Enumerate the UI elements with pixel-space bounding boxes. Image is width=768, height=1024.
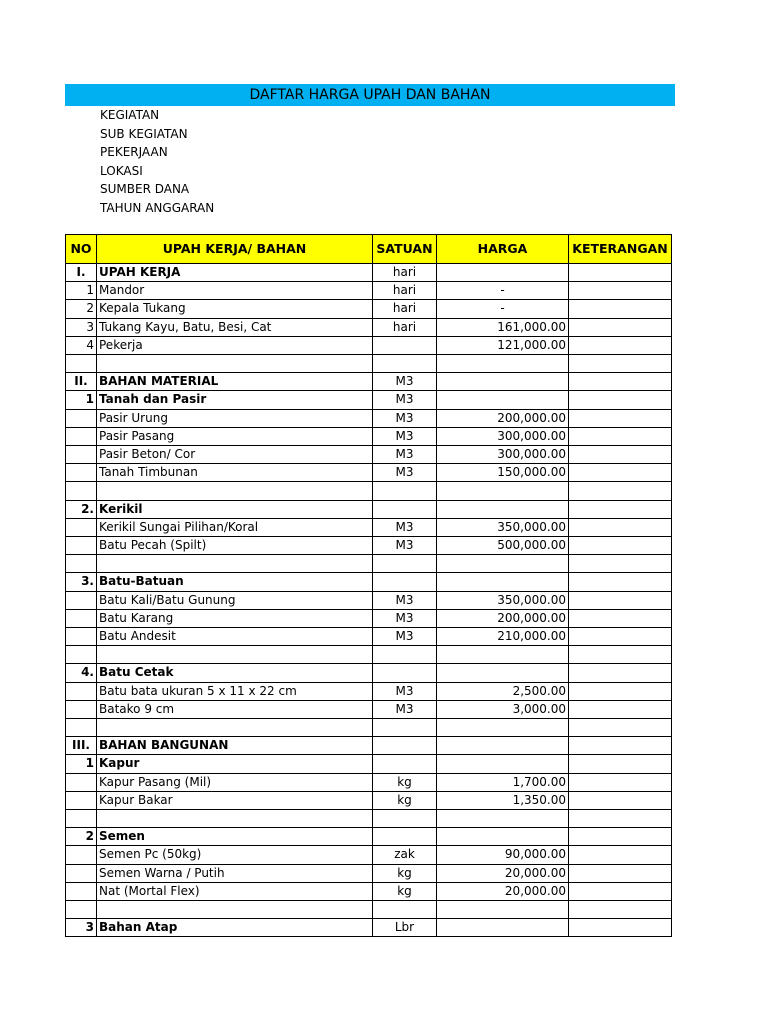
cell-harga: 200,000.00 [437, 609, 569, 627]
cell-satuan [373, 336, 437, 354]
cell-no: 4 [66, 336, 97, 354]
table-row [66, 573, 672, 591]
cell-no [66, 537, 97, 555]
cell-satuan: M3 [373, 391, 437, 409]
cell-keterangan [569, 755, 672, 773]
cell-harga [437, 810, 569, 828]
table-row [66, 336, 672, 354]
table-row [66, 264, 672, 282]
cell-harga: - [437, 282, 569, 300]
cell-no: 4. [66, 664, 97, 682]
cell-no: 2 [66, 300, 97, 318]
cell-no: 3 [66, 318, 97, 336]
cell-satuan: kg [373, 864, 437, 882]
price-table [65, 234, 672, 937]
cell-harga [437, 719, 569, 737]
table-row [66, 828, 672, 846]
cell-harga [437, 555, 569, 573]
cell-keterangan [569, 791, 672, 809]
cell-harga [437, 737, 569, 755]
cell-item: Batu Pecah (Spilt) [97, 537, 373, 555]
cell-no [66, 518, 97, 536]
cell-keterangan [569, 700, 672, 718]
table-row [66, 628, 672, 646]
cell-keterangan [569, 737, 672, 755]
cell-keterangan [569, 264, 672, 282]
cell-harga: 1,350.00 [437, 791, 569, 809]
cell-harga [437, 373, 569, 391]
cell-harga: 500,000.00 [437, 537, 569, 555]
info-block [100, 106, 214, 217]
cell-harga: 350,000.00 [437, 518, 569, 536]
cell-no: 2. [66, 500, 97, 518]
cell-satuan: M3 [373, 700, 437, 718]
table-row [66, 773, 672, 791]
cell-keterangan [569, 846, 672, 864]
cell-satuan: hari [373, 282, 437, 300]
cell-keterangan [569, 518, 672, 536]
cell-keterangan [569, 427, 672, 445]
cell-harga: - [437, 300, 569, 318]
cell-keterangan [569, 591, 672, 609]
table-row [66, 318, 672, 336]
cell-harga: 350,000.00 [437, 591, 569, 609]
cell-satuan [373, 810, 437, 828]
info-sumber-dana: SUMBER DANA [100, 182, 190, 196]
cell-item: Bahan Atap [97, 919, 373, 937]
cell-harga: 200,000.00 [437, 409, 569, 427]
table-row [66, 500, 672, 518]
table-row [66, 901, 672, 919]
cell-item: Pasir Beton/ Cor [97, 446, 373, 464]
cell-item [97, 810, 373, 828]
cell-item: Semen Warna / Putih [97, 864, 373, 882]
cell-item: Pasir Urung [97, 409, 373, 427]
cell-no [66, 555, 97, 573]
cell-satuan [373, 500, 437, 518]
cell-keterangan [569, 882, 672, 900]
cell-satuan: kg [373, 882, 437, 900]
cell-satuan: M3 [373, 427, 437, 445]
table-row [66, 791, 672, 809]
cell-item: Batu Andesit [97, 628, 373, 646]
cell-harga [437, 500, 569, 518]
table-row [66, 919, 672, 937]
cell-item [97, 555, 373, 573]
cell-keterangan [569, 810, 672, 828]
cell-satuan [373, 719, 437, 737]
cell-item: Tukang Kayu, Batu, Besi, Cat [97, 318, 373, 336]
cell-keterangan [569, 555, 672, 573]
cell-no [66, 628, 97, 646]
info-kegiatan: KEGIATAN [100, 108, 160, 122]
table-row [66, 810, 672, 828]
cell-keterangan [569, 409, 672, 427]
cell-item: Batu Kali/Batu Gunung [97, 591, 373, 609]
cell-item: Kapur Pasang (Mil) [97, 773, 373, 791]
cell-item: Semen Pc (50kg) [97, 846, 373, 864]
cell-harga [437, 828, 569, 846]
cell-no [66, 591, 97, 609]
cell-satuan: M3 [373, 682, 437, 700]
cell-harga: 161,000.00 [437, 318, 569, 336]
cell-satuan [373, 573, 437, 591]
cell-harga: 90,000.00 [437, 846, 569, 864]
header-satuan: SATUAN [373, 235, 437, 264]
cell-no [66, 427, 97, 445]
cell-keterangan [569, 609, 672, 627]
cell-item: Batu bata ukuran 5 x 11 x 22 cm [97, 682, 373, 700]
cell-item: UPAH KERJA [97, 264, 373, 282]
header-no: NO [66, 235, 97, 264]
table-row [66, 609, 672, 627]
table-row [66, 391, 672, 409]
cell-no [66, 682, 97, 700]
cell-harga: 1,700.00 [437, 773, 569, 791]
cell-item: BAHAN BANGUNAN [97, 737, 373, 755]
cell-no: 1 [66, 391, 97, 409]
cell-satuan: M3 [373, 373, 437, 391]
cell-satuan [373, 737, 437, 755]
cell-item [97, 482, 373, 500]
cell-item: Nat (Mortal Flex) [97, 882, 373, 900]
cell-harga [437, 264, 569, 282]
cell-item: Pasir Pasang [97, 427, 373, 445]
table-row [66, 846, 672, 864]
cell-item: Mandor [97, 282, 373, 300]
cell-satuan: M3 [373, 537, 437, 555]
cell-no [66, 646, 97, 664]
cell-keterangan [569, 537, 672, 555]
cell-no [66, 609, 97, 627]
cell-harga [437, 646, 569, 664]
cell-item [97, 901, 373, 919]
cell-keterangan [569, 446, 672, 464]
cell-no: 2 [66, 828, 97, 846]
cell-no: III. [66, 737, 97, 755]
table-row [66, 282, 672, 300]
cell-no [66, 901, 97, 919]
cell-item: Tanah Timbunan [97, 464, 373, 482]
cell-keterangan [569, 719, 672, 737]
table-row [66, 719, 672, 737]
cell-harga [437, 482, 569, 500]
cell-keterangan [569, 373, 672, 391]
table-row [66, 864, 672, 882]
table-row [66, 537, 672, 555]
table-row [66, 755, 672, 773]
cell-satuan: M3 [373, 591, 437, 609]
header-harga: HARGA [437, 235, 569, 264]
cell-satuan: kg [373, 791, 437, 809]
table-row [66, 682, 672, 700]
cell-item [97, 646, 373, 664]
cell-no: 1 [66, 755, 97, 773]
cell-item: Kapur [97, 755, 373, 773]
table-row [66, 737, 672, 755]
info-lokasi: LOKASI [100, 163, 143, 178]
cell-item: Pekerja [97, 336, 373, 354]
cell-keterangan [569, 628, 672, 646]
cell-satuan: zak [373, 846, 437, 864]
cell-keterangan [569, 664, 672, 682]
cell-no [66, 846, 97, 864]
info-tahun-anggaran: TAHUN ANGGARAN [100, 200, 215, 215]
cell-item: Semen [97, 828, 373, 846]
cell-keterangan [569, 901, 672, 919]
table-row [66, 427, 672, 445]
table-row [66, 355, 672, 373]
cell-harga: 300,000.00 [437, 446, 569, 464]
cell-harga: 300,000.00 [437, 427, 569, 445]
cell-item: Kepala Tukang [97, 300, 373, 318]
cell-no [66, 700, 97, 718]
cell-harga [437, 901, 569, 919]
cell-no [66, 446, 97, 464]
info-pekerjaan: PEKERJAAN [100, 145, 168, 159]
cell-no [66, 791, 97, 809]
table-row [66, 664, 672, 682]
cell-harga: 20,000.00 [437, 882, 569, 900]
cell-keterangan [569, 682, 672, 700]
cell-satuan: M3 [373, 464, 437, 482]
cell-item: Kapur Bakar [97, 791, 373, 809]
cell-harga [437, 755, 569, 773]
cell-no [66, 355, 97, 373]
cell-satuan: M3 [373, 446, 437, 464]
cell-keterangan [569, 318, 672, 336]
cell-harga [437, 355, 569, 373]
cell-satuan [373, 828, 437, 846]
table-row [66, 700, 672, 718]
document-title: DAFTAR HARGA UPAH DAN BAHAN [65, 84, 675, 106]
cell-no [66, 773, 97, 791]
cell-no [66, 864, 97, 882]
cell-satuan: hari [373, 264, 437, 282]
cell-keterangan [569, 646, 672, 664]
cell-item: BAHAN MATERIAL [97, 373, 373, 391]
cell-harga: 150,000.00 [437, 464, 569, 482]
cell-satuan [373, 646, 437, 664]
cell-keterangan [569, 773, 672, 791]
cell-satuan: hari [373, 300, 437, 318]
cell-no [66, 464, 97, 482]
cell-item: Tanah dan Pasir [97, 391, 373, 409]
info-sub-kegiatan: SUB KEGIATAN [100, 126, 188, 141]
cell-satuan: M3 [373, 518, 437, 536]
table-row [66, 591, 672, 609]
cell-no [66, 482, 97, 500]
cell-keterangan [569, 300, 672, 318]
table-row [66, 555, 672, 573]
cell-satuan [373, 555, 437, 573]
cell-harga [437, 573, 569, 591]
cell-item: Kerikil Sungai Pilihan/Koral [97, 518, 373, 536]
cell-keterangan [569, 355, 672, 373]
cell-satuan: M3 [373, 409, 437, 427]
cell-harga: 3,000.00 [437, 700, 569, 718]
table-row [66, 518, 672, 536]
header-item: UPAH KERJA/ BAHAN [97, 235, 373, 264]
table-row [66, 646, 672, 664]
table-row [66, 882, 672, 900]
cell-satuan [373, 664, 437, 682]
cell-satuan [373, 901, 437, 919]
cell-no: 1 [66, 282, 97, 300]
cell-item: Batu-Batuan [97, 573, 373, 591]
table-row [66, 409, 672, 427]
cell-item: Batu Karang [97, 609, 373, 627]
table-row [66, 373, 672, 391]
cell-no: 3. [66, 573, 97, 591]
table-row [66, 446, 672, 464]
cell-keterangan [569, 919, 672, 937]
cell-harga: 121,000.00 [437, 336, 569, 354]
cell-satuan [373, 355, 437, 373]
cell-satuan [373, 482, 437, 500]
cell-item: Kerikil [97, 500, 373, 518]
header-keterangan: KETERANGAN [569, 235, 672, 264]
cell-no: 3 [66, 919, 97, 937]
cell-harga: 20,000.00 [437, 864, 569, 882]
table-row [66, 482, 672, 500]
cell-satuan [373, 755, 437, 773]
cell-item [97, 355, 373, 373]
cell-satuan: hari [373, 318, 437, 336]
cell-no [66, 719, 97, 737]
cell-item: Batu Cetak [97, 664, 373, 682]
cell-keterangan [569, 482, 672, 500]
cell-keterangan [569, 828, 672, 846]
cell-satuan: kg [373, 773, 437, 791]
cell-satuan: M3 [373, 609, 437, 627]
cell-no [66, 810, 97, 828]
cell-item: Batako 9 cm [97, 700, 373, 718]
cell-harga: 210,000.00 [437, 628, 569, 646]
cell-no: II. [66, 373, 97, 391]
cell-keterangan [569, 573, 672, 591]
cell-harga: 2,500.00 [437, 682, 569, 700]
cell-harga [437, 664, 569, 682]
cell-item [97, 719, 373, 737]
table-row [66, 464, 672, 482]
cell-keterangan [569, 864, 672, 882]
cell-keterangan [569, 464, 672, 482]
cell-harga [437, 919, 569, 937]
cell-satuan: Lbr [373, 919, 437, 937]
cell-keterangan [569, 500, 672, 518]
cell-keterangan [569, 336, 672, 354]
cell-satuan: M3 [373, 628, 437, 646]
cell-harga [437, 391, 569, 409]
table-row [66, 300, 672, 318]
table-body [66, 264, 672, 937]
cell-no [66, 409, 97, 427]
table-header-row [66, 235, 672, 264]
cell-keterangan [569, 391, 672, 409]
cell-no [66, 882, 97, 900]
cell-keterangan [569, 282, 672, 300]
cell-no: I. [66, 264, 97, 282]
